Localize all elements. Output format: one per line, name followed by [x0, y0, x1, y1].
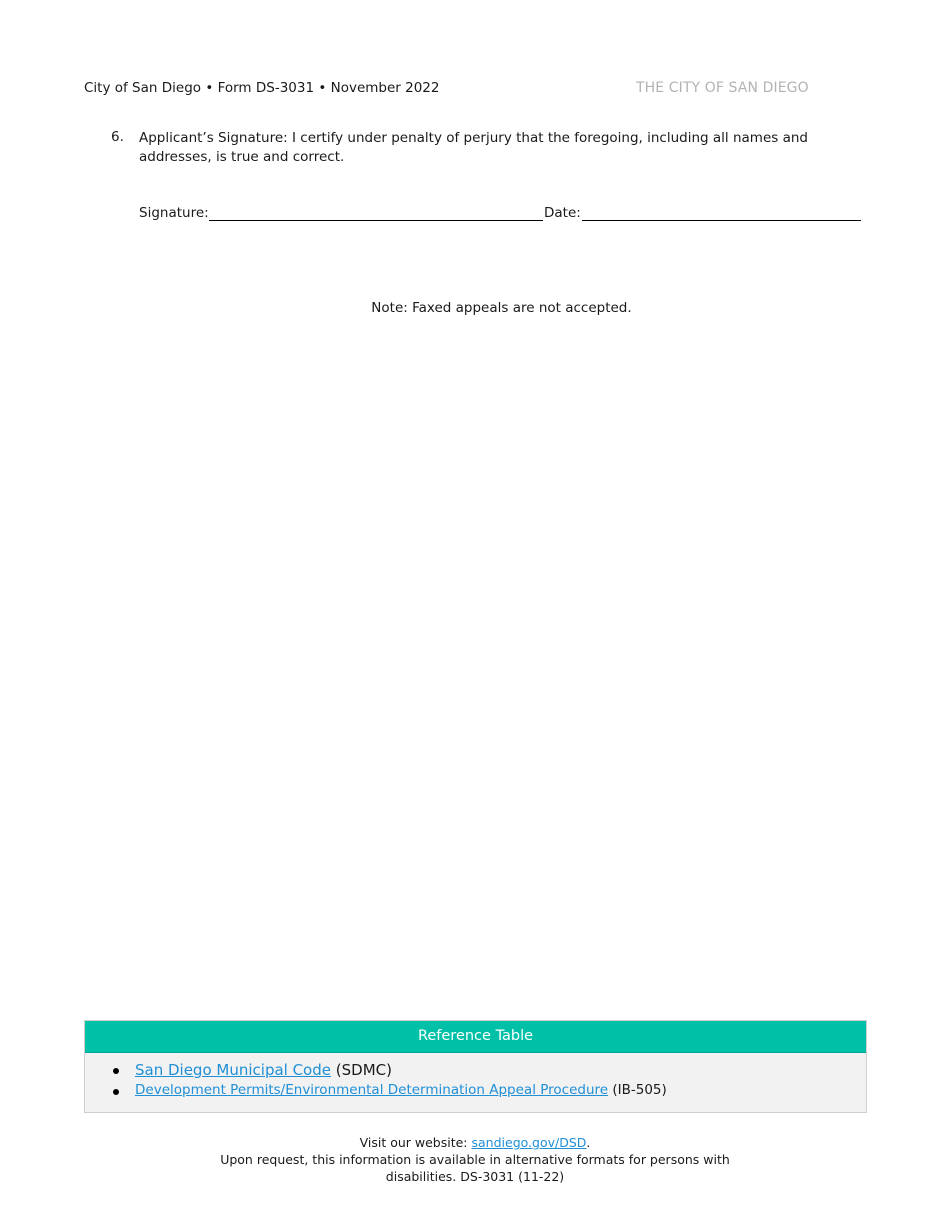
list-item: [85, 1082, 866, 1103]
fax-note: Note: Faxed appeals are not accepted.: [371, 300, 632, 316]
footer-accessibility-line1: Upon request, this information is available in alternative formats for persons with: [220, 1152, 730, 1167]
list-item: [85, 1061, 866, 1082]
appeal-procedure-link[interactable]: Development Permits/Environmental Determination Appeal Procedure: [135, 1082, 609, 1098]
reference-list: [85, 1061, 866, 1103]
footer-visit-suffix: .: [586, 1135, 591, 1150]
form-header-title: City of San Diego • Form DS-3031 • November 2022: [84, 80, 440, 96]
sdmc-link[interactable]: San Diego Municipal Code: [135, 1061, 331, 1079]
sdmc-abbrev: (SDMC): [335, 1061, 392, 1079]
city-logo-text: THE CITY OF SAN DIEGO: [636, 80, 809, 96]
signature-label: Signature:: [139, 205, 209, 221]
signature-field[interactable]: [209, 220, 543, 221]
bullet-icon: [113, 1068, 119, 1074]
ib-505-label: (IB-505): [612, 1082, 667, 1098]
date-label: Date:: [544, 205, 581, 221]
reference-table-title: Reference Table: [85, 1021, 866, 1053]
item-number: 6.: [111, 129, 124, 145]
footer-accessibility-line2: disabilities. DS-3031 (11-22): [385, 1169, 565, 1184]
reference-table: [84, 1020, 867, 1113]
bullet-icon: [113, 1089, 119, 1095]
applicant-signature-statement: Applicant’s Signature: I certify under penalty of perjury that the foregoing, including all names and addresses, is true and correct.: [139, 130, 808, 165]
footer-visit-prefix: Visit our website:: [359, 1135, 472, 1150]
date-field[interactable]: [582, 220, 861, 221]
page-footer: [0, 1134, 950, 1185]
website-link[interactable]: sandiego.gov/DSD: [471, 1135, 587, 1150]
signature-row: [139, 205, 861, 225]
